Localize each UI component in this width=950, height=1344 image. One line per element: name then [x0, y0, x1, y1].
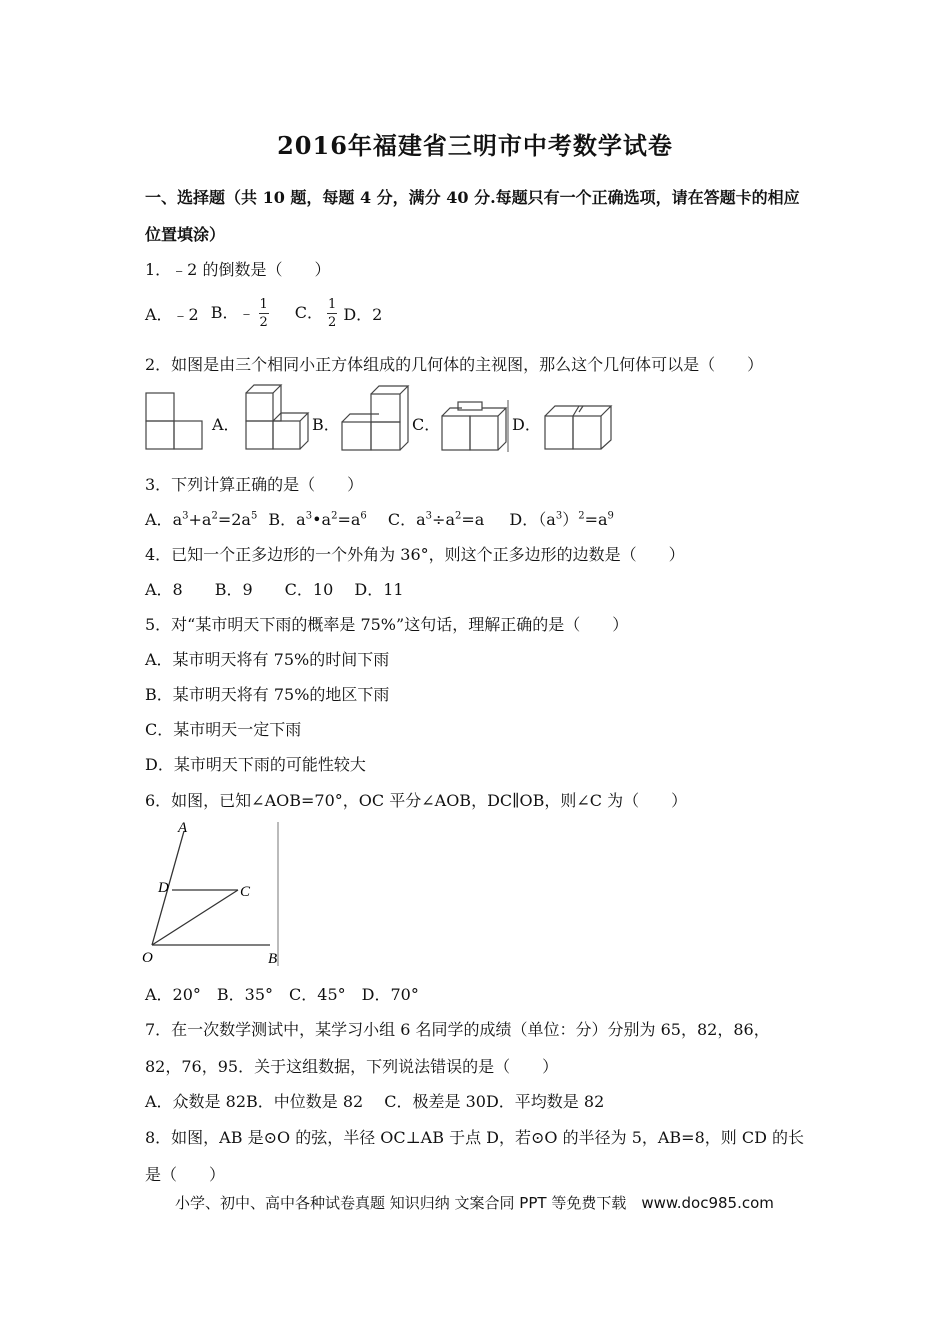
- q3-c-exp1: 3: [425, 510, 433, 522]
- q3-a-rest: =2a: [217, 510, 251, 529]
- q1-option-c: [295, 298, 342, 329]
- q7-stem-line1: 7．在一次数学测试中，某学习小组 6 名同学的成绩（单位：分）分别为 65，82，86，: [145, 1020, 770, 1039]
- label-o: O: [142, 950, 153, 966]
- q3-b-exp1: 3: [305, 510, 313, 522]
- q3-a-base: a: [172, 510, 183, 529]
- q5-option-d: D．某市明天下雨的可能性较大: [145, 755, 366, 774]
- q5-option-c: C．某市明天一定下雨: [145, 720, 302, 739]
- q1-c-numerator: 1: [328, 296, 337, 312]
- q2-option-b-figure: [340, 382, 410, 452]
- q3-c-label: C．: [387, 510, 417, 529]
- q6-angle-figure: [140, 818, 285, 968]
- q7-stem-line2: 82，76，95．关于这组数据，下列说法错误的是（ ）: [145, 1057, 559, 1076]
- q7-options: A．众数是 82B．中位数是 82 C．极差是 30D．平均数是 82: [145, 1092, 605, 1111]
- q3-b-rest: =a: [337, 510, 361, 529]
- page-title: 2016年福建省三明市中考数学试卷: [277, 131, 673, 160]
- q1-c-denominator: 2: [328, 314, 337, 330]
- label-d: D: [158, 880, 169, 896]
- q1-options: [145, 292, 382, 334]
- q1-option-d: D．2: [343, 304, 383, 324]
- q1-option-a: A．﹣2: [145, 304, 199, 324]
- q3-option-a: [145, 510, 257, 529]
- q3-a-exp2: 2: [211, 510, 218, 522]
- q3-d-op: ）: [562, 510, 579, 529]
- q2-option-c-label: C．: [412, 415, 441, 434]
- q1-b-numerator: 1: [259, 296, 268, 312]
- footer-text: 小学、初中、高中各种试卷真题 知识归纳 文案合同 PPT 等免费下载 www.doc985.com: [175, 1194, 774, 1212]
- label-a: A: [178, 820, 188, 836]
- section-heading-line1: 一、选择题（共 10 题，每题 4 分，满分 40 分.每题只有一个正确选项，请在答题卡的相应: [145, 188, 800, 207]
- q4-options: A．8 B．9 C．10 D．11: [145, 580, 404, 599]
- q8-stem-line1: 8．如图，AB 是⊙O 的弦，半径 OC⊥AB 于点 D，若⊙O 的半径为 5，AB=8，则 CD 的长: [145, 1128, 805, 1147]
- q3-d-exp3: 9: [607, 510, 614, 522]
- q1-option-c-fraction: [327, 298, 337, 329]
- q6-options: A．20° B．35° C．45° D．70°: [145, 985, 419, 1004]
- q3-c-base: a: [416, 510, 426, 529]
- q1-option-b: [211, 298, 273, 329]
- q3-option-c: [388, 510, 484, 529]
- q3-c-exp2: 2: [455, 510, 462, 522]
- q3-c-op: ÷a: [432, 510, 455, 529]
- q2-option-b-label: B．: [312, 415, 340, 434]
- q3-a-exp1: 3: [182, 510, 189, 522]
- q3-option-b: [268, 510, 366, 529]
- q3-a-exp3: 5: [250, 510, 258, 522]
- q3-d-base: （a: [538, 510, 556, 529]
- q3-d-rest: =a: [584, 510, 608, 529]
- q2-option-c-figure: [440, 400, 510, 454]
- label-c: C: [240, 884, 251, 900]
- q3-b-exp2: 2: [331, 510, 338, 522]
- q2-stem: 2．如图是由三个相同小正方体组成的几何体的主视图，那么这个几何体可以是（ ）: [145, 355, 764, 374]
- q3-c-rest: =a: [461, 510, 485, 529]
- q3-b-op: •a: [312, 510, 332, 529]
- q3-b-label: B．: [268, 510, 297, 529]
- q5-option-b: B．某市明天将有 75%的地区下雨: [145, 685, 390, 704]
- q2-option-d-figure: [543, 402, 619, 452]
- q2-option-a-figure: [244, 383, 310, 451]
- q3-options: [145, 507, 614, 530]
- q3-d-label: D．: [509, 510, 539, 529]
- q1-stem: 1．﹣2 的倒数是（ ）: [145, 260, 331, 279]
- q1-option-c-prefix: C．: [294, 302, 324, 322]
- q3-a-label: A．: [145, 510, 173, 529]
- q5-stem: 5．对“某市明天下雨的概率是 75%”这句话，理解正确的是（ ）: [145, 615, 629, 634]
- q5-option-a: A．某市明天将有 75%的时间下雨: [145, 650, 390, 669]
- q4-stem: 4．已知一个正多边形的一个外角为 36°，则这个正多边形的边数是（ ）: [145, 545, 685, 564]
- q3-option-d: [509, 510, 613, 529]
- q2-option-a-label: A．: [212, 415, 240, 434]
- q2-main-view-figure: [145, 392, 205, 452]
- q3-d-exp1: 3: [555, 510, 563, 522]
- q3-stem: 3．下列计算正确的是（ ）: [145, 475, 364, 494]
- q1-b-denominator: 2: [259, 314, 268, 330]
- q1-option-b-fraction: [259, 298, 269, 329]
- q3-a-op: +a: [188, 510, 212, 529]
- q3-b-exp3: 6: [360, 510, 367, 522]
- label-b: B: [268, 951, 278, 967]
- section-heading-line2: 位置填涂）: [145, 225, 226, 244]
- q2-option-d-label: D．: [512, 415, 541, 434]
- q8-stem-line2: 是（ ）: [145, 1165, 226, 1184]
- q6-stem: 6．如图，已知∠AOB=70°，OC 平分∠AOB，DC∥OB，则∠C 为（ ）: [145, 791, 688, 810]
- q3-d-exp2: 2: [578, 510, 585, 522]
- q3-b-base: a: [296, 510, 306, 529]
- q1-option-b-prefix: B．﹣: [210, 302, 255, 322]
